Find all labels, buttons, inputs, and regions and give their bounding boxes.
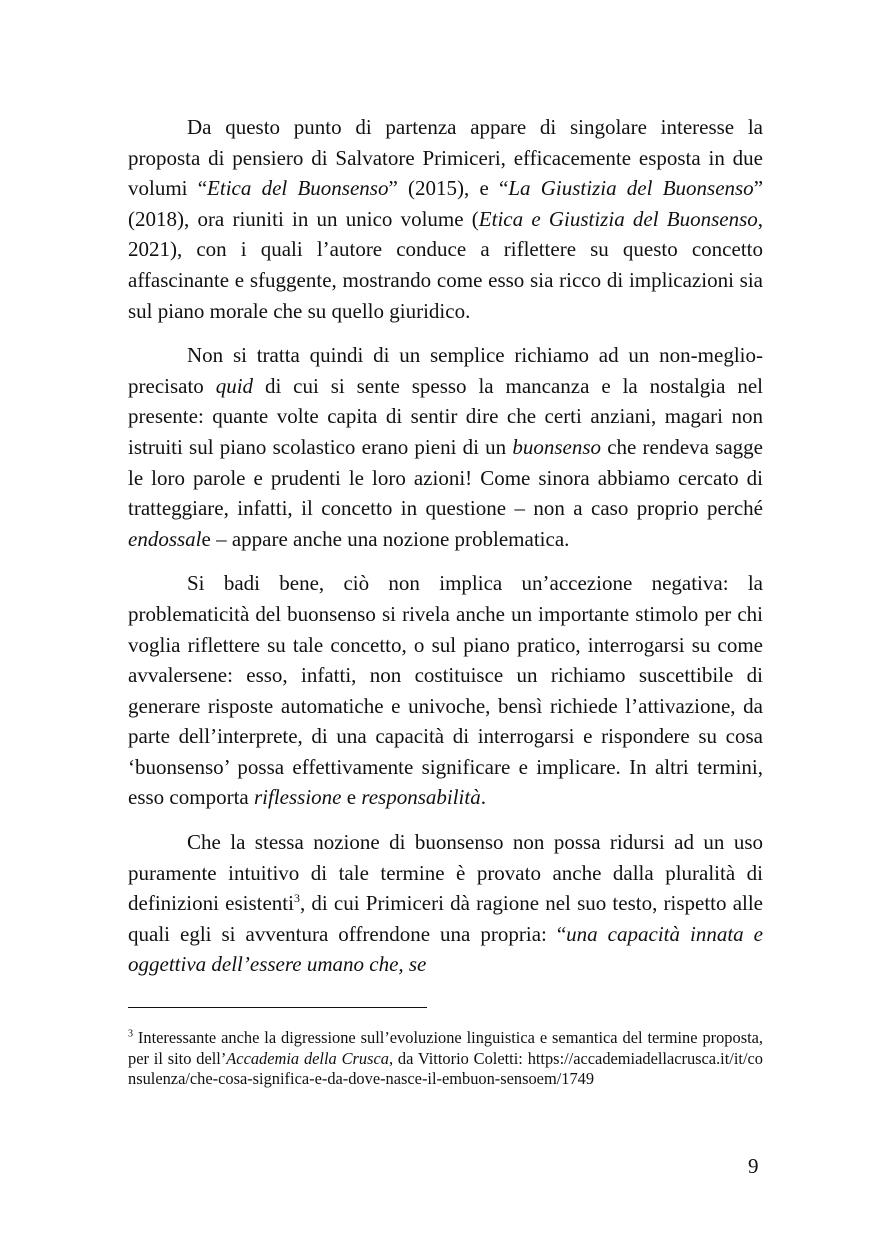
paragraph xyxy=(128,827,763,980)
text-run: Interessante anche la digressione sull’evoluzione linguistica e semantica del termine proposta, per il sito dell’ xyxy=(128,1028,763,1068)
italic-text: endossal xyxy=(128,526,202,551)
paragraph xyxy=(128,340,763,554)
text-run: , di cui Primiceri dà ragione nel suo testo, rispetto alle quali egli si avventura offrendone una propria: “ xyxy=(128,891,764,946)
italic-text: riflessione xyxy=(253,785,342,810)
text-run: , 2021), con i quali l’autore conduce a riflettere su questo concetto affascinante e sfuggente, mostrando come esso sia ricco di implicazioni sia sul piano morale che su quello giuridico. xyxy=(128,206,763,323)
italic-text: quid xyxy=(215,373,254,398)
italic-text: Accademia della Crusca xyxy=(226,1048,389,1068)
footnote-marker: 3 xyxy=(128,1028,133,1040)
text-run: Non si tratta quindi di un semplice richiamo ad un non-meglio-precisato xyxy=(128,343,763,398)
footnote-separator xyxy=(128,1007,427,1008)
italic-text: una capacità innata e oggettiva dell’essere umano che, se xyxy=(128,921,763,977)
footnotes xyxy=(128,1028,763,1090)
italic-text: responsabilità xyxy=(361,785,481,810)
text-run: ” (2015), e “ xyxy=(388,176,509,201)
footnote-reference[interactable]: 3 xyxy=(293,891,300,906)
paragraph xyxy=(128,568,763,813)
footnote xyxy=(128,1028,763,1090)
text-run: Che la stessa nozione di buonsenso non possa ridursi ad un uso puramente intuitivo di tale termine è provato anche dalla pluralità di definizioni esistenti xyxy=(128,830,763,916)
body-text xyxy=(128,112,763,994)
text-run: , da Vittorio Coletti: xyxy=(388,1048,528,1068)
italic-text: buonsenso xyxy=(512,434,601,459)
text-run: Si badi bene, ciò non implica un’accezione negativa: la problematicità del buonsenso si rivela anche un importante stimolo per chi voglia riflettere su tale concetto, o sul piano pratico, interrogarsi su come avvalersene: esso, infatti, non costituisce un richiamo suscettibile di generare risposte automatiche e univoche, bensì richiede l’attivazione, da parte dell’interprete, di una capacità di interrogarsi e rispondere su cosa ‘buonsenso’ possa effettivamente significare e implicare. In altri termini, esso comporta xyxy=(128,571,763,810)
text-run: Da questo punto di partenza appare di singolare interesse la proposta di pensiero di Salvatore Primiceri, efficacemente esposta in due volumi “ xyxy=(128,115,763,201)
text-run: e – appare anche una nozione problematica. xyxy=(201,526,570,551)
text-run: ” (2018), ora riuniti in un unico volume ( xyxy=(128,176,764,231)
text-run: di cui si sente spesso la mancanza e la nostalgia nel presente: quante volte capita di sentir dire che certi anziani, magari non istruiti sul piano scolastico erano pieni di un xyxy=(128,373,763,459)
text-run: . xyxy=(480,785,486,810)
italic-text: Etica e Giustizia del Buonsenso xyxy=(478,206,758,231)
italic-text: La Giustizia del Buonsenso xyxy=(508,176,754,201)
italic-text: Etica del Buonsenso xyxy=(207,176,389,201)
page-number: 9 xyxy=(748,1154,759,1178)
footnote-link[interactable]: https://accademiadellacrusca.it/it/consulenza/che-cosa-significa-e-da-dove-nasce-il-embuon-sensoem/1749 xyxy=(128,1048,763,1088)
paragraph xyxy=(128,112,763,326)
text-run: che rendeva sagge le loro parole e prudenti le loro azioni! Come sinora abbiamo cercato di tratteggiare, infatti, il concetto in questione – non a caso proprio perché xyxy=(128,434,763,521)
text-run: e xyxy=(341,785,362,810)
